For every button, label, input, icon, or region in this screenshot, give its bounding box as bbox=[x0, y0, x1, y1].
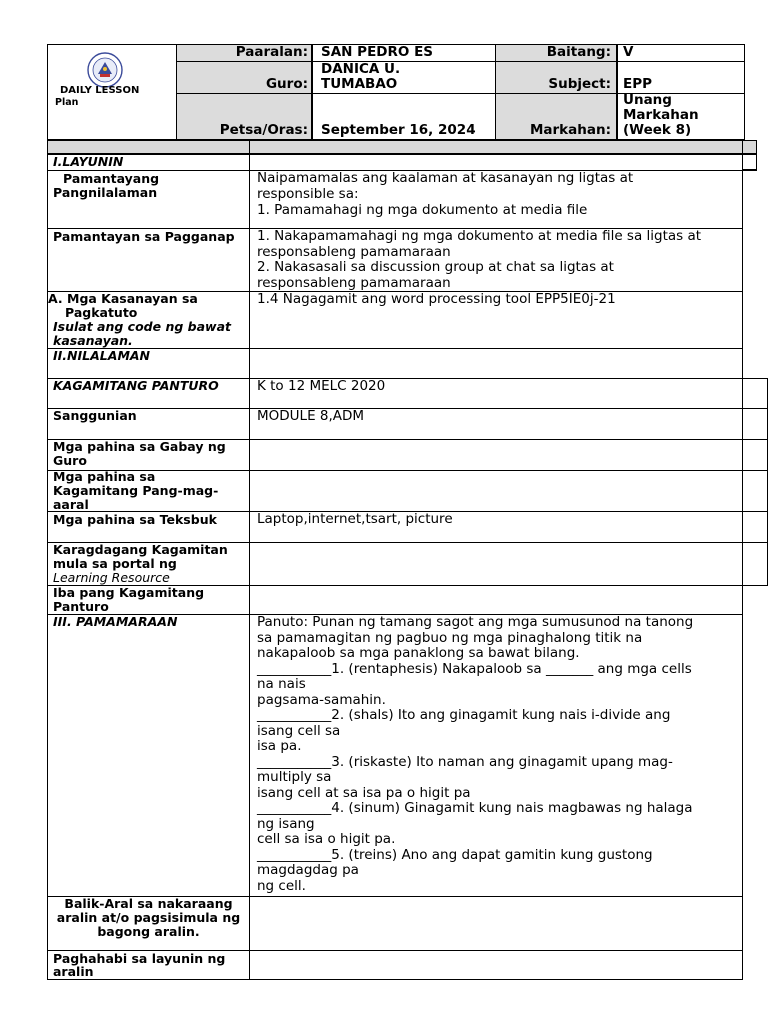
balik-label-1: Balik-Aral sa nakaraang bbox=[64, 896, 233, 911]
subject-value: EPP bbox=[623, 76, 653, 92]
iba-label-2: Panturo bbox=[53, 599, 109, 614]
kagamitan-label: KAGAMITANG PANTURO bbox=[53, 378, 219, 393]
pamantayang-label-2: Pangnilalaman bbox=[53, 185, 158, 200]
iba-label-1: Iba pang Kagamitang bbox=[53, 585, 205, 600]
subject-label: Subject: bbox=[548, 76, 611, 92]
pamantayang-value-3: 1. Pamamahagi ng mga dokumento at media file bbox=[257, 202, 588, 218]
karagdagan-label-3: Learning Resource bbox=[53, 570, 170, 585]
balik-label-3: bagong aralin. bbox=[97, 924, 200, 939]
teksbuk-value: Laptop,internet,tsart, picture bbox=[257, 511, 453, 527]
petsa-value: September 16, 2024 bbox=[321, 122, 476, 138]
pamamaraan-line: multiply sa bbox=[257, 769, 332, 785]
logo-label: DAILY LESSON bbox=[60, 85, 140, 96]
balik-label-2: aralin at/o pagsisimula ng bbox=[56, 910, 241, 925]
pagganap-value-3: 2. Nakasasali sa discussion group at chat sa ligtas at bbox=[257, 259, 614, 275]
sanggunian-value: MODULE 8,ADM bbox=[257, 408, 365, 424]
paaralan-value: SAN PEDRO ES bbox=[321, 44, 434, 60]
pamamaraan-line: ng isang bbox=[257, 815, 315, 832]
kagamitan-value: K to 12 MELC 2020 bbox=[257, 378, 386, 394]
pamamaraan-line: ___________2. (shals) Ito ang ginagamit kung nais i-divide ang bbox=[257, 707, 671, 723]
deped-seal-icon bbox=[87, 52, 123, 88]
paaralan-label: Paaralan: bbox=[235, 44, 308, 60]
pamamaraan-line: isa pa. bbox=[257, 738, 302, 754]
kasanayan-label-3: Isulat ang code ng bawat bbox=[53, 319, 231, 334]
karagdagan-label-2: mula sa portal ng bbox=[53, 556, 177, 571]
sanggunian-label: Sanggunian bbox=[53, 408, 137, 423]
pamamaraan-line: magdagdag pa bbox=[257, 862, 359, 878]
guro-label: Guro: bbox=[265, 76, 308, 92]
pamamaraan-line: Panuto: Punan ng tamang sagot ang mga sumusunod na tanong bbox=[257, 614, 694, 630]
pamamaraan-line: pagsama-samahin. bbox=[257, 691, 386, 708]
pamamaraan-line: ___________4. (sinum) Ginagamit kung nais magbawas ng halaga bbox=[257, 800, 693, 816]
nilalaman-heading: II.NILALAMAN bbox=[53, 348, 151, 363]
pamantayang-value-1: Naipamamalas ang kaalaman at kasanayan ng ligtas at bbox=[257, 170, 634, 186]
gabay-label-1: Mga pahina sa Gabay ng bbox=[53, 439, 226, 454]
guro-value-2: TUMABAO bbox=[321, 76, 398, 92]
pamantayang-label-1: Pamantayang bbox=[63, 171, 160, 186]
pamamaraan-line: na nais bbox=[257, 676, 306, 692]
pagganap-value-4: responsableng pamamaraan bbox=[257, 275, 451, 291]
pamamaraan-line: ___________1. (rentaphesis) Nakapaloob sa _______ ang mga cells bbox=[257, 660, 692, 677]
pamamaraan-line: sa pamamagitan ng pagbuo ng mga pinaghalong titik na bbox=[257, 629, 643, 646]
petsa-label: Petsa/Oras: bbox=[219, 122, 308, 138]
logo-sublabel: Plan bbox=[55, 97, 79, 108]
pamamaraan-line: isang cell at sa isa pa o higit pa bbox=[257, 784, 471, 801]
pamamaraan-line: nakapaloob sa mga panaklong sa bawat bilang. bbox=[257, 645, 580, 661]
markahan-value-1: Unang bbox=[623, 92, 672, 108]
kasanayan-label-2: Pagkatuto bbox=[65, 305, 138, 320]
markahan-value-2: Markahan bbox=[623, 107, 699, 123]
teksbuk-label: Mga pahina sa Teksbuk bbox=[53, 512, 217, 527]
pamamaraan-heading: III. PAMAMARAAN bbox=[53, 614, 178, 629]
baitang-label: Baitang: bbox=[546, 44, 611, 60]
pamamaraan-line: cell sa isa o higit pa. bbox=[257, 831, 396, 847]
kasanayan-label-4: kasanayan. bbox=[53, 333, 133, 348]
kasanayan-label-1: A. Mga Kasanayan sa bbox=[48, 291, 198, 306]
paghahabi-label-2: aralin bbox=[53, 964, 94, 979]
layunin-heading: I.LAYUNIN bbox=[53, 154, 124, 169]
gray-strip bbox=[47, 140, 757, 154]
pamamaraan-line: ___________5. (treins) Ano ang dapat gamitin kung gustong bbox=[257, 846, 653, 863]
guro-value-1: DANICA U. bbox=[321, 61, 401, 77]
pamamaraan-line: isang cell sa bbox=[257, 722, 341, 739]
kagamitang-label-3: aaral bbox=[53, 497, 89, 512]
gabay-label-2: Guro bbox=[53, 453, 87, 468]
pagganap-label: Pamantayan sa Pagganap bbox=[53, 229, 235, 244]
kagamitang-label-2: Kagamitang Pang-mag- bbox=[53, 483, 219, 498]
paghahabi-label-1: Paghahabi sa layunin ng bbox=[53, 951, 226, 966]
kagamitang-label-1: Mga pahina sa bbox=[53, 469, 156, 484]
pamamaraan-line: ng cell. bbox=[257, 877, 306, 894]
pamamaraan-content bbox=[257, 615, 741, 894]
karagdagan-label-1: Karagdagang Kagamitan bbox=[53, 542, 228, 557]
markahan-value-3: (Week 8) bbox=[623, 122, 692, 138]
baitang-value: V bbox=[623, 44, 634, 60]
pamantayang-value-2: responsible sa: bbox=[257, 186, 359, 202]
pagganap-value-2: responsableng pamamaraan bbox=[257, 244, 451, 260]
markahan-label: Markahan: bbox=[529, 122, 611, 138]
kasanayan-value: 1.4 Nagagamit ang word processing tool EPP5IE0j-21 bbox=[257, 291, 616, 307]
pamamaraan-line: ___________3. (riskaste) Ito naman ang ginagamit upang mag- bbox=[257, 753, 673, 770]
pagganap-value-1: 1. Nakapamamahagi ng mga dokumento at media file sa ligtas at bbox=[257, 228, 702, 244]
